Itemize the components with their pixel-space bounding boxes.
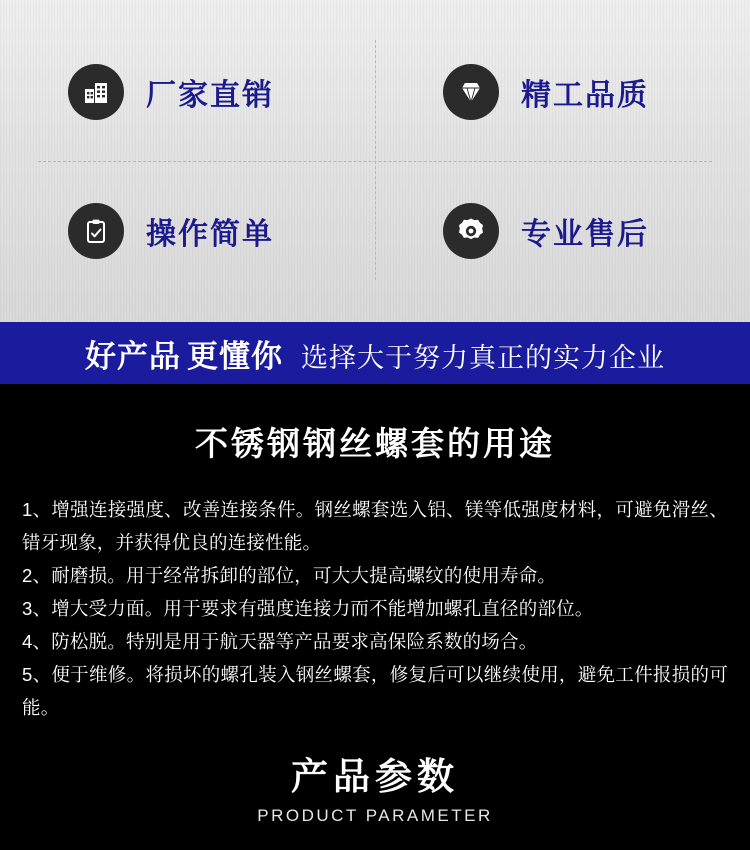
feature-label: 专业售后 bbox=[521, 217, 649, 251]
usage-list-item: 2、耐磨损。用于经常拆卸的部位，可大大提高螺纹的使用寿命。 bbox=[22, 565, 557, 586]
usage-title: 不锈钢钢丝螺套的用途 bbox=[195, 425, 555, 462]
product-parameter-title-cn: 产品参数 bbox=[291, 756, 459, 797]
usage-list-item: 3、增大受力面。用于要求有强度连接力而不能增加螺孔直径的部位。 bbox=[22, 598, 594, 619]
usage-list bbox=[0, 493, 750, 724]
clipboard-icon bbox=[68, 203, 124, 259]
feature-label: 操作简单 bbox=[146, 217, 274, 251]
diamond-icon bbox=[443, 64, 499, 120]
feature-item-after-sales bbox=[375, 161, 750, 300]
product-parameter-title-en: PRODUCT PARAMETER bbox=[257, 806, 493, 825]
feature-item-easy-operation bbox=[0, 161, 375, 300]
factory-icon bbox=[68, 64, 124, 120]
slogan-highlight: 好产品 bbox=[85, 338, 181, 374]
slogan-tagline: 选择大于努力真正的实力企业 bbox=[301, 342, 665, 373]
usage-list-item: 1、增强连接强度、改善连接条件。钢丝螺套选入铝、镁等低强度材料，可避免滑丝、错牙现象，并获得优良的连接性能。 bbox=[22, 499, 728, 553]
product-parameter-header bbox=[0, 746, 750, 826]
slogan-banner-inner bbox=[85, 331, 665, 376]
usage-list-item: 4、防松脱。特别是用于航天器等产品要求高保险系数的场合。 bbox=[22, 631, 538, 652]
features-section bbox=[0, 0, 750, 322]
usage-section bbox=[0, 384, 750, 850]
slogan-highlight-secondary: 更懂你 bbox=[187, 338, 283, 374]
slogan-banner bbox=[0, 322, 750, 384]
feature-label: 精工品质 bbox=[521, 78, 649, 112]
feature-item-factory bbox=[0, 22, 375, 161]
usage-list-item: 5、便于维修。将损坏的螺孔装入钢丝螺套，修复后可以继续使用，避免工件报损的可能。 bbox=[22, 664, 728, 718]
feature-item-quality bbox=[375, 22, 750, 161]
feature-label: 厂家直销 bbox=[146, 78, 274, 112]
features-grid bbox=[0, 22, 750, 300]
gear-icon bbox=[443, 203, 499, 259]
